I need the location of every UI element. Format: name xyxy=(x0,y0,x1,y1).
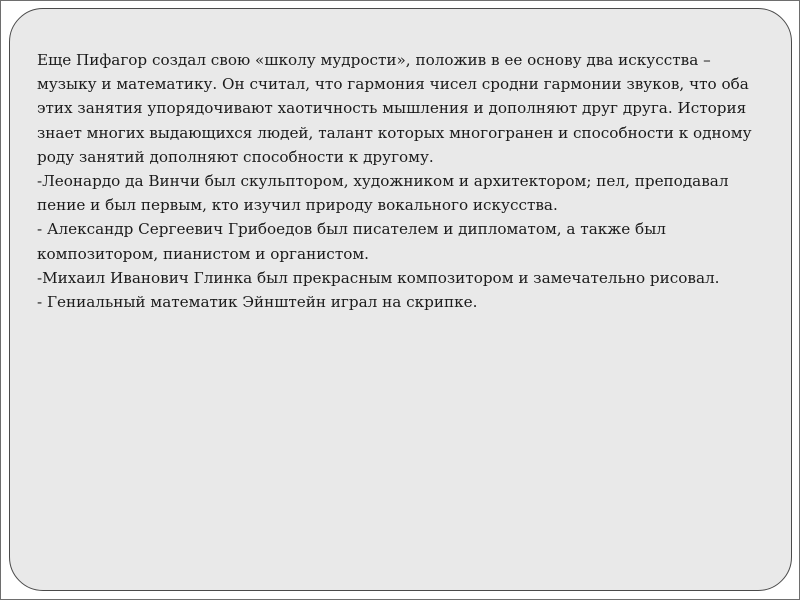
einstein-paragraph: - Гениальный математик Эйнштейн играл на скрипке. xyxy=(37,293,478,312)
leonardo-paragraph: -Леонардо да Винчи был скульптором, художником и архитектором; пел, преподавал пение и был первым, кто изучил природу вокального искусства. xyxy=(37,172,729,215)
intro-paragraph: Еще Пифагор создал свою «школу мудрости», положив в ее основу два искусства – музыку и математику. Он считал, что гармония чисел сродни гармонии звуков, что оба этих занятия упорядочивают хаотичность мышления и дополняют друг друга. История знает многих выдающихся людей, талант которых многогранен и способности к одному роду занятий дополняют способности к другому. xyxy=(37,51,752,166)
griboedov-paragraph: - Александр Сергеевич Грибоедов был писателем и дипломатом, а также был композитором, пианистом и органистом. xyxy=(37,220,666,263)
glinka-paragraph: -Михаил Иванович Глинка был прекрасным композитором и замечательно рисовал. xyxy=(37,268,720,287)
slide-text-body xyxy=(37,48,772,314)
slide-panel xyxy=(9,8,792,591)
